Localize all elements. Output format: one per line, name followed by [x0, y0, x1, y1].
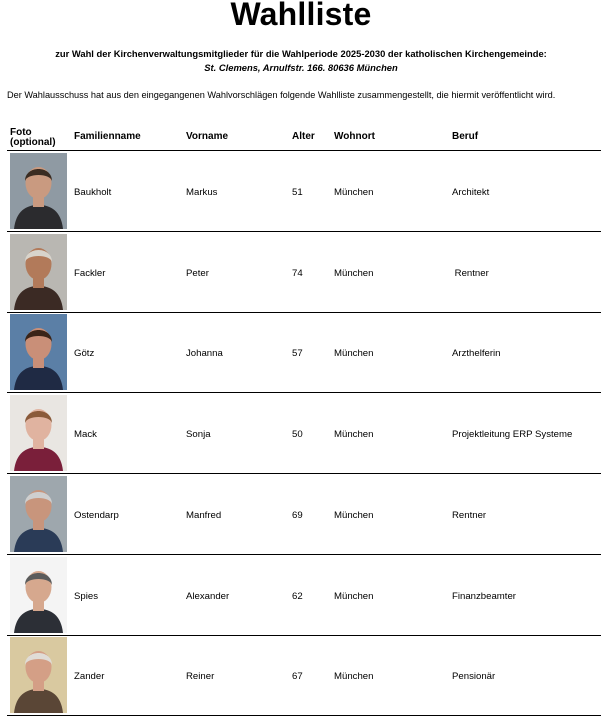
cell-wohnort: München [334, 429, 374, 440]
cell-alter: 50 [292, 429, 303, 440]
cell-vorname: Alexander [186, 591, 230, 602]
candidate-photo [10, 314, 67, 390]
table-row [0, 232, 602, 312]
column-header-wohnort: Wohnort [334, 131, 375, 142]
person-portrait-icon [10, 234, 67, 310]
cell-familienname: Spies [74, 591, 98, 602]
cell-vorname: Reiner [186, 671, 215, 682]
row-divider [7, 715, 601, 716]
column-header-foto [10, 128, 56, 148]
cell-vorname: Johanna [186, 348, 223, 359]
cell-wohnort: München [334, 268, 374, 279]
cell-alter: 62 [292, 591, 303, 602]
cell-familienname: Fackler [74, 268, 106, 279]
table-row [0, 312, 602, 392]
table-header [0, 128, 602, 150]
cell-vorname: Peter [186, 268, 209, 279]
cell-wohnort: München [334, 671, 374, 682]
column-header-vorname: Vorname [186, 131, 229, 142]
candidate-photo [10, 637, 67, 713]
cell-alter: 57 [292, 348, 303, 359]
cell-alter: 51 [292, 187, 303, 198]
cell-alter: 69 [292, 510, 303, 521]
cell-beruf: Projektleitung ERP Systeme [452, 429, 573, 440]
column-header-foto-line1: Foto [10, 127, 32, 138]
table-row [0, 555, 602, 635]
person-portrait-icon [10, 637, 67, 713]
cell-familienname: Götz [74, 348, 95, 359]
cell-beruf: Rentner [452, 510, 487, 521]
column-header-foto-line2: (optional) [10, 137, 56, 148]
column-header-familienname: Familienname [74, 131, 141, 142]
candidate-photo [10, 234, 67, 310]
person-portrait-icon [10, 476, 67, 552]
cell-wohnort: München [334, 510, 374, 521]
cell-familienname: Mack [74, 429, 97, 440]
subtitle-election: zur Wahl der Kirchenverwaltungsmitglieder für die Wahlperiode 2025-2030 der katholischen Kirchengemeinde: [55, 48, 547, 59]
candidate-photo [10, 476, 67, 552]
cell-beruf: Arzthelferin [452, 348, 501, 359]
intro-text: Der Wahlausschuss hat aus den eingegangenen Wahlvorschlägen folgende Wahlliste zusammengestellt, die hiermit veröffentlicht wird. [7, 90, 556, 100]
candidate-photo [10, 557, 67, 633]
cell-beruf: Finanzbeamter [452, 591, 516, 602]
cell-vorname: Manfred [186, 510, 222, 521]
person-portrait-icon [10, 557, 67, 633]
cell-familienname: Baukholt [74, 187, 112, 198]
person-portrait-icon [10, 314, 67, 390]
cell-beruf: Pensionär [452, 671, 496, 682]
column-header-alter: Alter [292, 131, 315, 142]
person-portrait-icon [10, 153, 67, 229]
cell-vorname: Markus [186, 187, 218, 198]
cell-wohnort: München [334, 591, 374, 602]
table-row [0, 393, 602, 473]
cell-wohnort: München [334, 187, 374, 198]
cell-familienname: Zander [74, 671, 105, 682]
cell-beruf: Rentner [452, 268, 489, 279]
cell-alter: 74 [292, 268, 303, 279]
cell-familienname: Ostendarp [74, 510, 119, 521]
cell-vorname: Sonja [186, 429, 211, 440]
cell-beruf: Architekt [452, 187, 490, 198]
candidate-photo [10, 395, 67, 471]
cell-alter: 67 [292, 671, 303, 682]
table-row [0, 474, 602, 554]
cell-wohnort: München [334, 348, 374, 359]
subtitle-parish: St. Clemens, Arnulfstr. 166. 80636 München [204, 62, 398, 73]
table-row [0, 151, 602, 231]
column-header-beruf: Beruf [452, 131, 479, 142]
candidate-photo [10, 153, 67, 229]
page-title: Wahlliste [230, 0, 372, 32]
table-row [0, 635, 602, 715]
person-portrait-icon [10, 395, 67, 471]
